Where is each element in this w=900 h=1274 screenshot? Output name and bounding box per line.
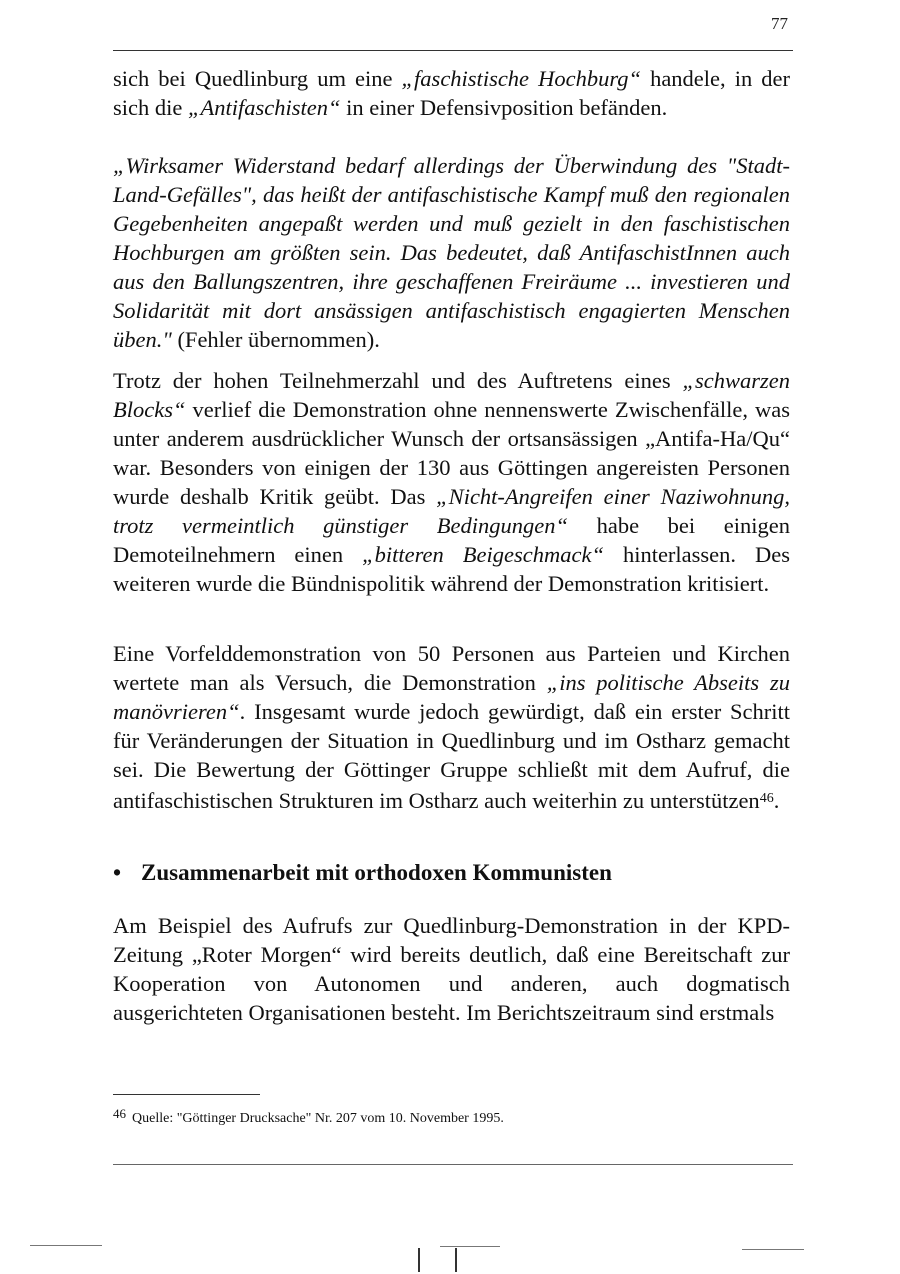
header-rule (113, 50, 793, 51)
footnote-reference[interactable]: 46 (759, 791, 774, 806)
p3-quote-2: „Nicht-Angreifen einer Naziwohnung, trotz vermeintlich günstiger Bedingungen“ (113, 484, 790, 538)
footnote-number: 46 (113, 1106, 126, 1121)
p4-text-2: . Insgesamt wurde jedoch gewürdigt, daß ein erster Schritt für Veränderungen der Situation in Quedlinburg und im Ostharz gemacht sei. Die Bewertung der Göttinger Gruppe schließt mit dem Aufruf, die antifaschistischen Strukturen im Ostharz auch weiterhin zu unterstützen (113, 699, 790, 813)
p1-quote-1: „faschistische Hochburg“ (401, 66, 642, 91)
p3-text-4: hinterlassen. Des weiteren wurde die Bündnispolitik während der Demonstration kritisiert. (113, 542, 791, 596)
paragraph-3 (113, 366, 790, 598)
bullet-icon: • (113, 860, 122, 885)
paragraph-4 (113, 639, 790, 815)
p3-quote-3: „bitteren Beigeschmack“ (362, 542, 604, 567)
p1-text-1: sich bei Quedlinburg um eine (113, 66, 402, 91)
p4-text-1: Eine Vorfelddemonstration von 50 Personen aus Parteien und Kirchen wertete man als Versuch, die Demonstration (113, 641, 790, 695)
scan-mark-right (742, 1249, 804, 1250)
footnote-rule (113, 1094, 260, 1095)
bottom-rule (113, 1164, 793, 1165)
paragraph-5 (113, 911, 790, 1027)
paragraph-1 (113, 64, 790, 122)
scan-mark-left (30, 1245, 102, 1246)
p3-text-1: Trotz der hohen Teilnehmerzahl und des Auftretens eines (113, 368, 683, 393)
scan-mark-center-right (455, 1248, 457, 1272)
p2-note: (Fehler übernommen). (171, 327, 380, 352)
paragraph-2-quote (113, 151, 790, 354)
footnote (113, 1105, 790, 1128)
p4-text-3: . (773, 788, 780, 813)
section-heading-text: Zusammenarbeit mit orthodoxen Kommunisten (141, 860, 612, 885)
p2-quote: „Wirksamer Widerstand bedarf allerdings der Überwindung des "Stadt-Land-Gefälles", das heißt der antifaschistische Kampf muß den regionalen Gegebenheiten angepaßt werden und muß gezielt in den faschistischen Hochburgen am größten sein. Das bedeutet, daß AntifaschistInnen auch aus den Ballungszentren, ihre geschaffenen Freiräume ... investieren und Solidarität mit dort ansässigen antifaschistisch engagierten Menschen üben." (113, 153, 790, 352)
p1-text-3: in einer Defensivposition befänden. (340, 95, 668, 120)
section-heading (113, 858, 790, 887)
scan-mark-center-left (418, 1248, 420, 1272)
scan-mark-center-bar (440, 1246, 500, 1247)
p4-quote-1: „ins politische Abseits zu manövrieren“ (113, 670, 790, 724)
p3-text-2: verlief die Demonstration ohne nennenswerte Zwischenfälle, was unter anderem ausdrücklicher Wunsch der ortsansässigen „Antifa-Ha/Qu“ war. Besonders von einigen der 130 aus Göttingen angereisten Personen wurde deshalb Kritik geübt. Das (113, 397, 790, 509)
p1-quote-2: „Antifaschisten“ (187, 95, 341, 120)
p3-text-3: habe bei einigen Demoteilnehmern einen (113, 513, 790, 567)
p1-text-2: handele, in der sich die (113, 66, 790, 120)
p5-text: Am Beispiel des Aufrufs zur Quedlinburg-Demonstration in der KPD-Zeitung „Roter Morgen“ wird bereits deutlich, daß eine Bereitschaft zur Kooperation von Autonomen und anderen, auch dogmatisch ausgerichteten Organisationen besteht. Im Berichtszeitraum sind erstmals (113, 913, 790, 1025)
page-number: 77 (771, 14, 788, 33)
p3-quote-1: „schwarzen Blocks“ (113, 368, 790, 422)
footnote-text: Quelle: "Göttinger Drucksache" Nr. 207 vom 10. November 1995. (132, 1111, 504, 1126)
